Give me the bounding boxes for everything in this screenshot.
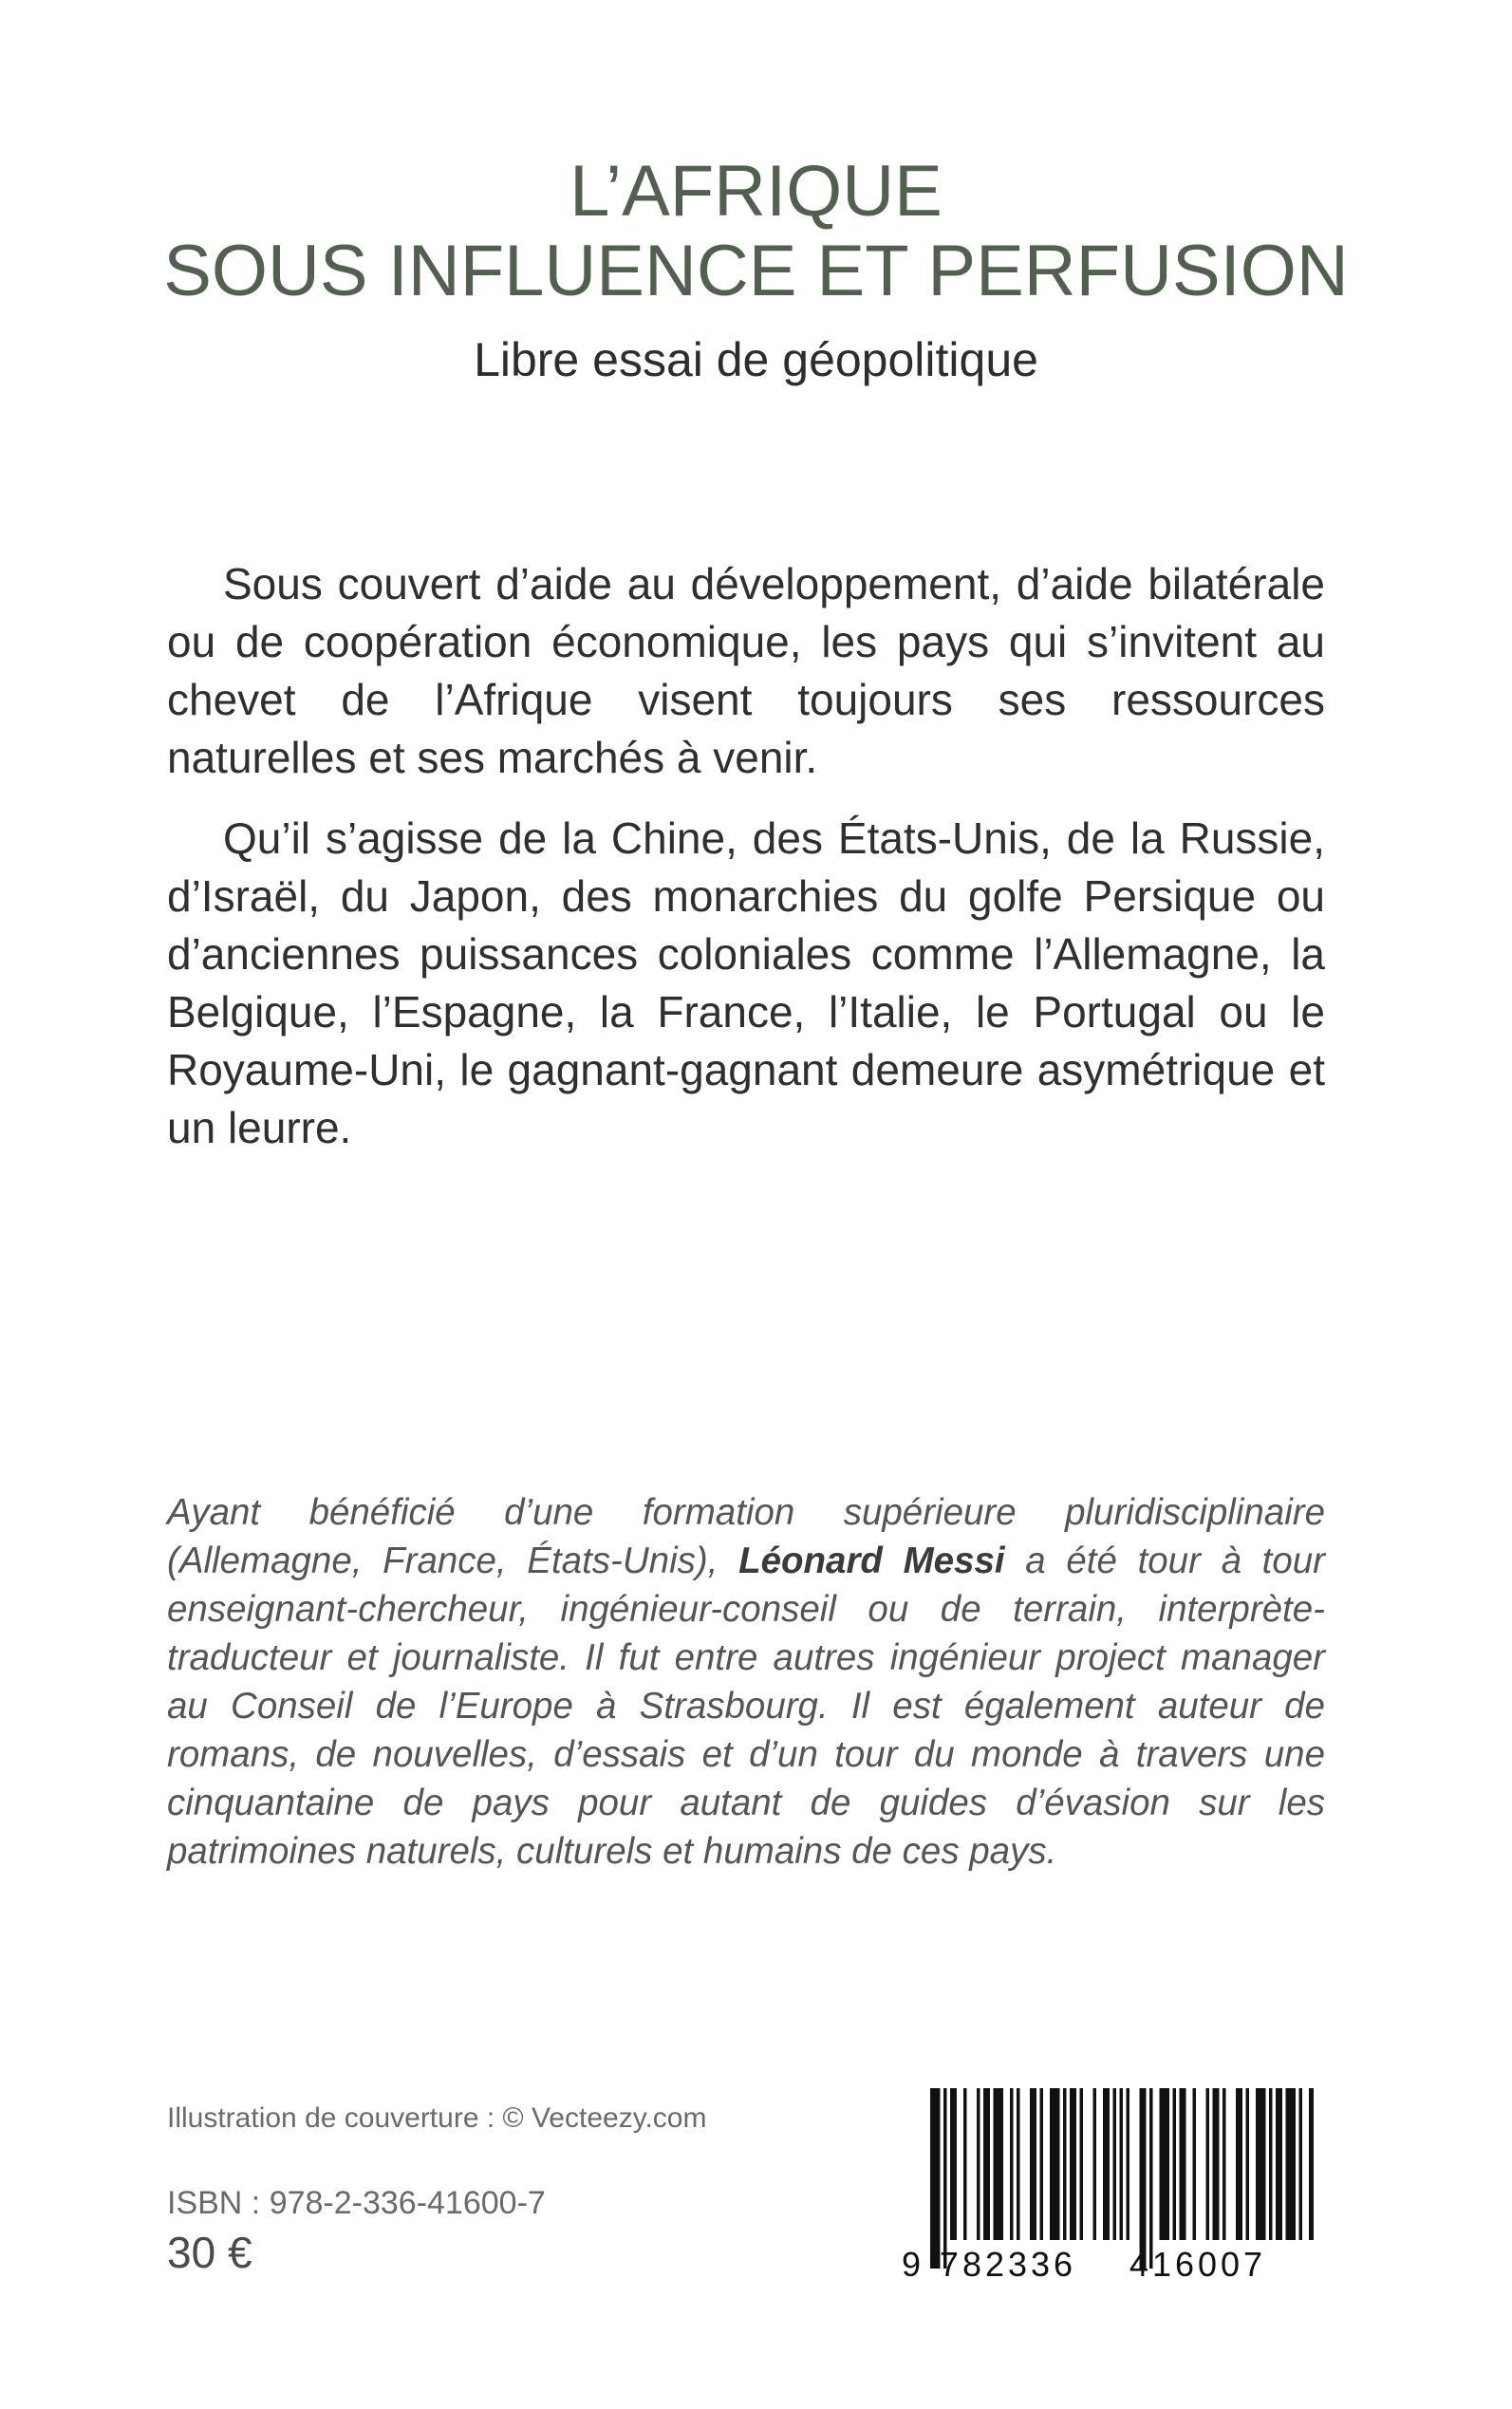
- barcode-bar: [983, 2088, 990, 2240]
- barcode-bar: [1206, 2088, 1210, 2240]
- barcode-bar: [1103, 2088, 1110, 2240]
- barcode-bar: [1070, 2088, 1076, 2240]
- barcode-bar: [1173, 2088, 1177, 2240]
- barcode-bar: [1010, 2088, 1014, 2240]
- barcode-bar: [1160, 2088, 1170, 2240]
- summary-paragraph-1: Sous couvert d’aide au développement, d’aide bilatérale ou de coopération économique, les pays qui s’invitent au chevet de l’Afrique visent toujours ses ressources naturelles et ses marchés à venir.: [167, 559, 1325, 782]
- barcode-bar: [1309, 2088, 1314, 2240]
- barcode-bar: [1236, 2088, 1242, 2240]
- barcode-bar: [1120, 2088, 1124, 2240]
- illustration-credit: Illustration de couverture : © Vecteezy.com: [167, 2102, 707, 2134]
- author-biography: [167, 1488, 1325, 1876]
- book-subtitle: Libre essai de géopolitique: [474, 333, 1038, 386]
- bio-text-end: a été tour à tour enseignant-chercheur, ingénieur-conseil ou de terrain, interprète-traducteur et journaliste. Il fut entre autres ingénieur project manager au Conseil de l’Europe à Strasbourg. Il est également auteur de romans, de nouvelles, d’essais et d’un tour du monde à travers une cinquantaine de pays pour autant de guides d’évasion sur les patrimoines naturels, culturels et humains de ces pays.: [167, 1541, 1326, 1872]
- barcode-bar: [1286, 2088, 1297, 2240]
- barcode-bar: [1063, 2088, 1067, 2240]
- barcode-bar: [1127, 2088, 1130, 2240]
- barcode-bar: [1269, 2088, 1273, 2240]
- barcode-bar: [943, 2088, 947, 2269]
- barcode-bars: [930, 2088, 1314, 2269]
- book-title-line-1: L’AFRIQUE: [569, 151, 943, 232]
- barcode-bar: [930, 2088, 941, 2269]
- barcode-bar: [1113, 2088, 1117, 2240]
- barcode-bar: [1213, 2088, 1220, 2240]
- barcode-bar: [950, 2088, 957, 2240]
- isbn-barcode: [896, 2088, 1314, 2282]
- barcode-bar: [1030, 2088, 1036, 2240]
- barcode-bar: [1080, 2088, 1084, 2240]
- barcode-right-group: 416007: [1129, 2245, 1267, 2282]
- barcode-bar: [1050, 2088, 1060, 2240]
- barcode-left-group: 782336: [939, 2245, 1077, 2282]
- barcode-bar: [1149, 2088, 1153, 2269]
- price: 30 €: [167, 2228, 252, 2277]
- barcode-bar: [1223, 2088, 1226, 2240]
- barcode-bar: [963, 2088, 967, 2240]
- barcode-bar: [1040, 2088, 1044, 2240]
- isbn: ISBN : 978-2-336-41600-7: [167, 2185, 546, 2221]
- barcode-bar: [1276, 2088, 1282, 2240]
- barcode-bar: [1017, 2088, 1020, 2240]
- book-title-line-2: SOUS INFLUENCE ET PERFUSION: [163, 231, 1349, 311]
- barcode-bar: [1246, 2088, 1250, 2240]
- barcode-bar: [1256, 2088, 1266, 2240]
- barcode-bar: [994, 2088, 1004, 2240]
- barcode-bar: [977, 2088, 980, 2240]
- barcode-bar: [1140, 2088, 1147, 2269]
- barcode-bar: [1193, 2088, 1197, 2240]
- barcode-bar: [1093, 2088, 1097, 2240]
- barcode-first-digit: 9: [902, 2245, 922, 2282]
- barcode-bar: [1180, 2088, 1186, 2240]
- summary-paragraph-2: Qu’il s’agisse de la Chine, des États-Unis, de la Russie, d’Israël, du Japon, des monarchies du golfe Persique ou d’anciennes puissances coloniales comme l’Allemagne, la Belgique, l’Espagne, la France, l’Italie, le Portugal ou le Royaume-Uni, le gagnant-gagnant demeure asymétrique et un leurre.: [167, 813, 1325, 1152]
- barcode-bar: [1299, 2088, 1303, 2240]
- author-name: Léonard Messi: [738, 1541, 1005, 1581]
- bio-text-start: Ayant bénéficié d’une formation supérieure pluridisciplinaire (Allemagne, France, États-Unis),: [167, 1492, 1325, 1581]
